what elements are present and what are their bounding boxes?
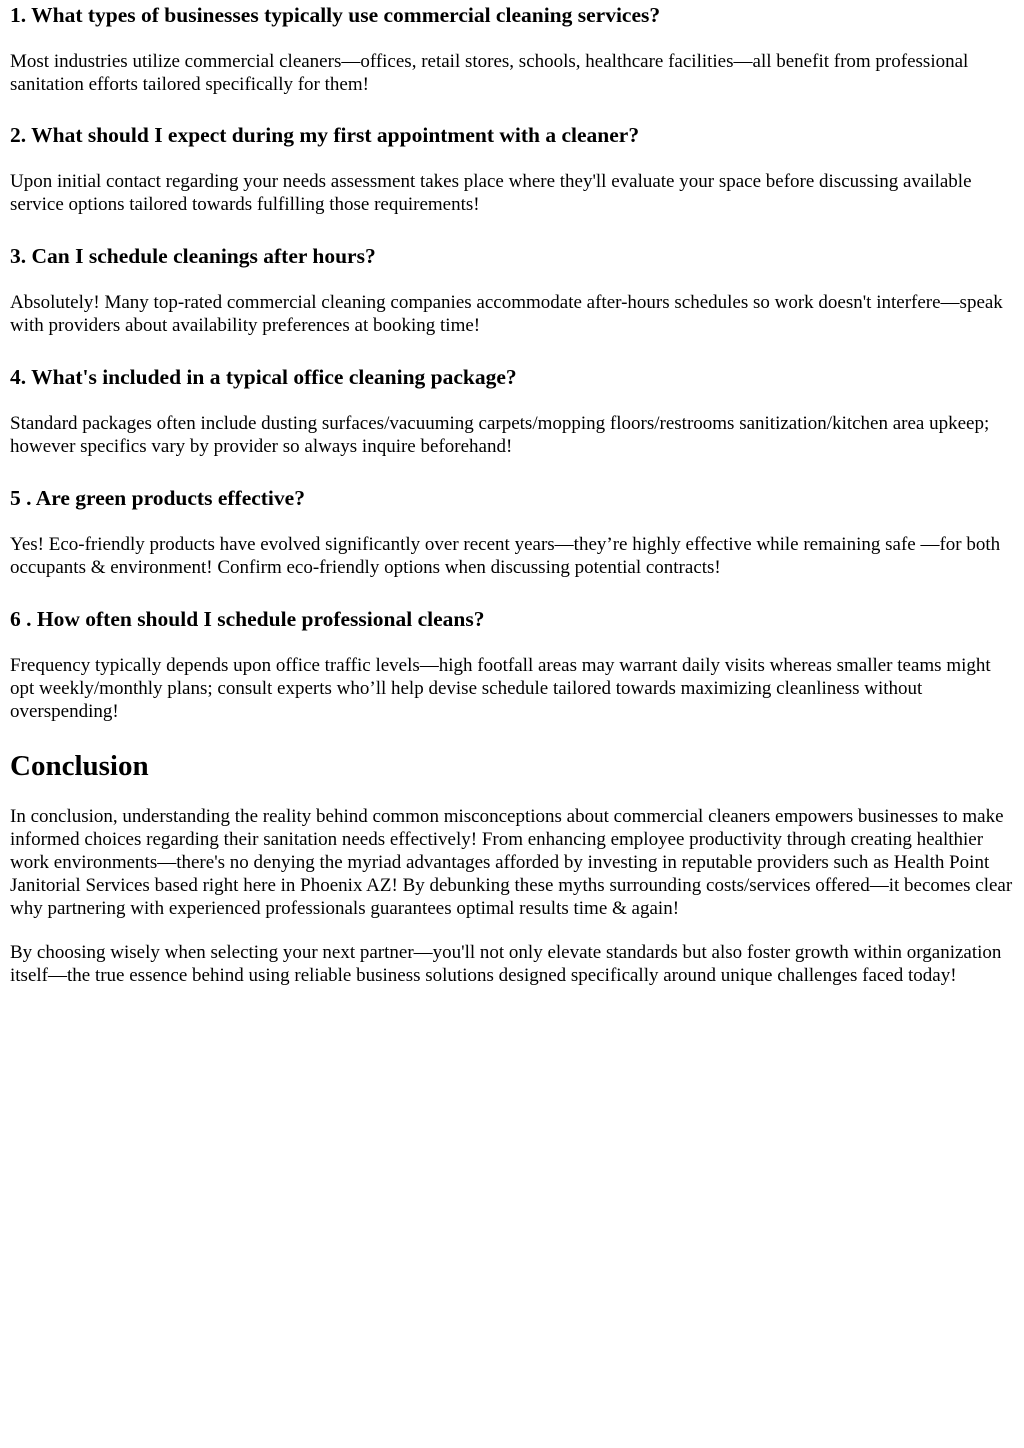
document-page [0, 2, 1024, 987]
faq-answer-6: Frequency typically depends upon office traffic levels—high footfall areas may warrant daily visits whereas smaller teams might opt weekly/monthly plans; consult experts who’ll help devise schedule tailored towards maximizing cleanliness without overspending! [10, 655, 991, 722]
faq-answer-1: Most industries utilize commercial cleaners—offices, retail stores, schools, healthcare facilities—all benefit from professional sanitation efforts tailored specifically for them! [10, 51, 969, 95]
faq-question-2: 2. What should I expect during my first appointment with a cleaner? [10, 123, 640, 147]
faq-question-3: 3. Can I schedule cleanings after hours? [10, 244, 376, 268]
faq-answer-4: Standard packages often include dusting surfaces/vacuuming carpets/mopping floors/restrooms sanitization/kitchen area upkeep; however specifics vary by provider so always inquire beforehand! [10, 413, 990, 457]
faq-question-5: 5 . Are green products effective? [10, 486, 305, 510]
faq-answer-3: Absolutely! Many top-rated commercial cleaning companies accommodate after-hours schedules so work doesn't interfere—speak with providers about availability preferences at booking time! [10, 292, 1003, 336]
faq-answer-5: Yes! Eco-friendly products have evolved significantly over recent years—they’re highly effective while remaining safe —for both occupants & environment! Confirm eco-friendly options when discussing potential contracts! [10, 534, 1001, 578]
faq-question-4: 4. What's included in a typical office cleaning package? [10, 365, 517, 389]
conclusion-heading: Conclusion [10, 750, 149, 782]
conclusion-paragraph-2: By choosing wisely when selecting your next partner—you'll not only elevate standards but also foster growth within organization itself—the true essence behind using reliable business solutions designed specifically around unique challenges faced today! [10, 942, 1002, 986]
conclusion-paragraph-1: In conclusion, understanding the reality behind common misconceptions about commercial cleaners empowers businesses to make informed choices regarding their sanitation needs effectively! From enhancing employee productivity through creating healthier work environments—there's no denying the myriad advantages afforded by investing in reputable providers such as Health Point Janitorial Services based right here in Phoenix AZ! By debunking these myths surrounding costs/services offered—it becomes clear why partnering with experienced professionals guarantees optimal results time & again! [10, 806, 1013, 919]
faq-question-6: 6 . How often should I schedule professional cleans? [10, 607, 485, 631]
faq-question-1: 1. What types of businesses typically use commercial cleaning services? [10, 3, 661, 27]
faq-answer-2: Upon initial contact regarding your needs assessment takes place where they'll evaluate your space before discussing available service options tailored towards fulfilling those requirements! [10, 171, 972, 215]
